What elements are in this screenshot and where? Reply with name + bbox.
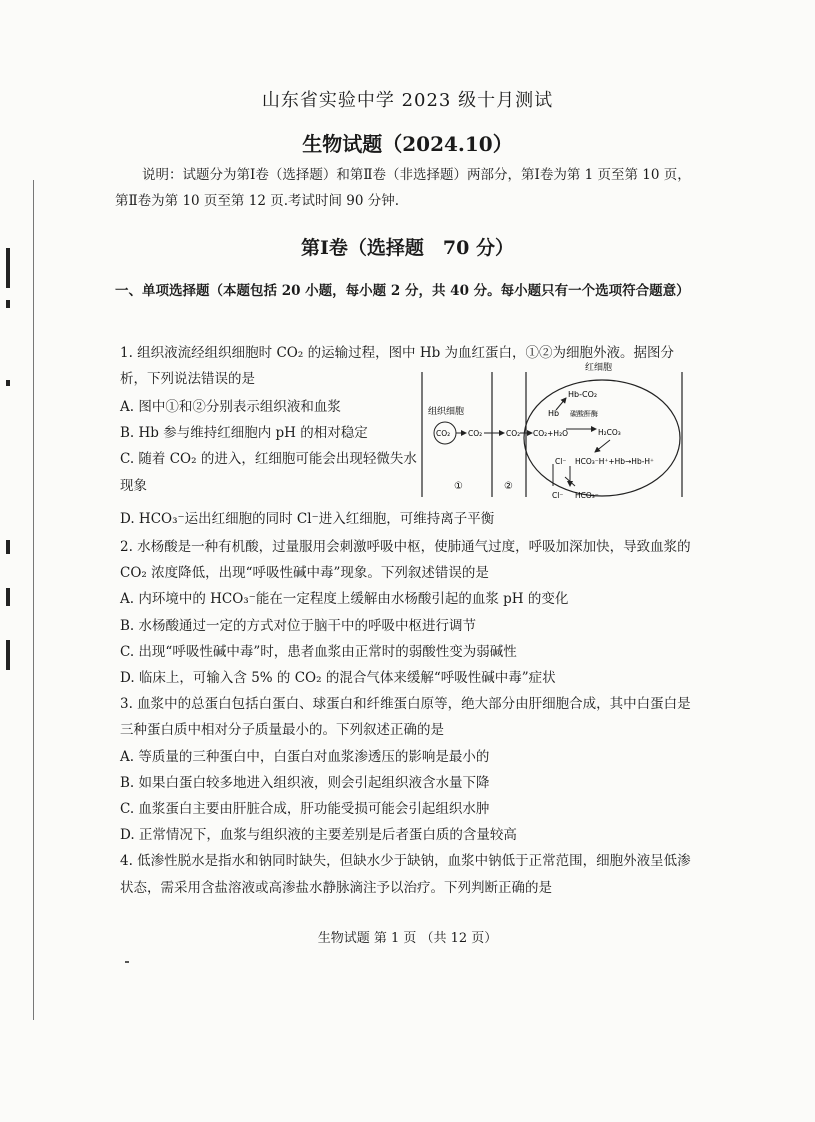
label-region-2: ②: [504, 481, 513, 492]
label-co2-fluid2: CO₂: [506, 429, 521, 438]
q3-option-b: B. 如果白蛋白较多地进入组织液，则会引起组织液含水量下降: [120, 774, 490, 791]
label-h2co3: H₂CO₃: [598, 428, 621, 437]
q3-option-c: C. 血浆蛋白主要由肝脏合成，肝功能受损可能会引起组织水肿: [120, 801, 490, 818]
section-heading: 一、单项选择题（本题包括 20 小题，每小题 2 分，共 40 分。每小题只有一个选项符合题意）: [115, 283, 690, 299]
label-cl-outside: Cl⁻: [552, 491, 564, 500]
option-b: B. Hb 参与维持红细胞内 pH 的相对稳定: [120, 425, 368, 442]
scan-speck: [125, 961, 129, 963]
label-rbc: 红细胞: [585, 363, 613, 373]
exam-instructions: 说明：试题分为第Ⅰ卷（选择题）和第Ⅱ卷（非选择题）两部分，第Ⅰ卷为第 1 页至第 10 页，第Ⅱ卷为第 10 页至第 12 页.考试时间 90 分钟.: [115, 167, 691, 209]
label-region-1: ①: [454, 481, 463, 492]
label-hco3-outside: HCO₃⁻: [575, 491, 599, 500]
binding-edge-marks: [0, 0, 34, 1122]
question-2-stem: 2. 水杨酸是一种有机酸，过量服用会刺激呼吸中枢，使肺通气过度，呼吸加深加快，导致血浆的 CO₂ 浓度降低，出现“呼吸性碱中毒”现象。下列叙述错误的是: [120, 539, 691, 582]
label-hb: Hb: [548, 409, 560, 418]
label-co2-cell: CO₂: [436, 429, 451, 438]
q3-option-a: A. 等质量的三种蛋白中，白蛋白对血浆渗透压的影响是最小的: [120, 748, 490, 765]
q3-option-d: D. 正常情况下，血浆与组织液的主要差别是后者蛋白质的含量较高: [120, 827, 517, 844]
q2-option-a: A. 内环境中的 HCO₃⁻能在一定程度上缓解由水杨酸引起的血浆 pH 的变化: [120, 591, 569, 608]
option-c: C. 随着 CO₂ 的进入，红细胞可能会出现轻微失水现象: [120, 451, 417, 494]
question-4-stem: 4. 低渗性脱水是指水和钠同时缺失，但缺水少于缺钠，血浆中钠低于正常范围，细胞外液呈低渗状态，需采用含盐溶液或高渗盐水静脉滴注予以治疗。下列判断正确的是: [120, 853, 691, 896]
questions-2-4: [120, 534, 700, 901]
option-a: A. 图中①和②分别表示组织液和血浆: [120, 399, 341, 415]
exam-title: 山东省实验中学 2023 级十月测试: [261, 90, 554, 111]
margin-line: [33, 180, 34, 1020]
label-co2-fluid1: CO₂: [468, 429, 483, 438]
label-hb-co2: Hb-CO₂: [568, 390, 598, 399]
label-hco3-reaction: HCO₃⁻H⁺+Hb→Hb-H⁺: [575, 457, 655, 466]
label-co2-h2o: CO₂+H₂O: [533, 429, 568, 438]
question-1-stem: 1. 组织液流经组织细胞时 CO₂ 的运输过程，图中 Hb 为血红蛋白，①②为细胞外液。据图分析，下列说法错误的是: [120, 345, 675, 388]
label-cl-inside: Cl⁻: [555, 457, 567, 466]
question-1-option-d: [120, 506, 700, 532]
part1-title: 第Ⅰ卷（选择题 70 分）: [301, 237, 514, 259]
question-1-options: [120, 394, 420, 499]
page-footer: 生物试题 第 1 页 （共 12 页）: [317, 931, 498, 946]
q2-option-b: B. 水杨酸通过一定的方式对位于脑干中的呼吸中枢进行调节: [120, 617, 477, 634]
option-d: D. HCO₃⁻运出红细胞的同时 Cl⁻进入红细胞，可维持离子平衡: [120, 511, 495, 527]
question-3-stem: 3. 血浆中的总蛋白包括白蛋白、球蛋白和纤维蛋白原等，绝大部分由肝细胞合成，其中白蛋白是三种蛋白质中相对分子质量最小的。下列叙述正确的是: [120, 696, 691, 739]
label-tissue-cell: 组织细胞: [428, 407, 465, 417]
q2-option-c: C. 出现“呼吸性碱中毒”时，患者血浆由正常时的弱酸性变为弱碱性: [120, 643, 517, 660]
label-enzyme: 碳酸酐酶: [570, 410, 598, 418]
co2-transport-diagram: [420, 363, 688, 504]
exam-subtitle: 生物试题（2024.10）: [302, 132, 513, 156]
q2-option-d: D. 临床上，可输入含 5% 的 CO₂ 的混合气体来缓解“呼吸性碱中毒”症状: [120, 670, 556, 687]
